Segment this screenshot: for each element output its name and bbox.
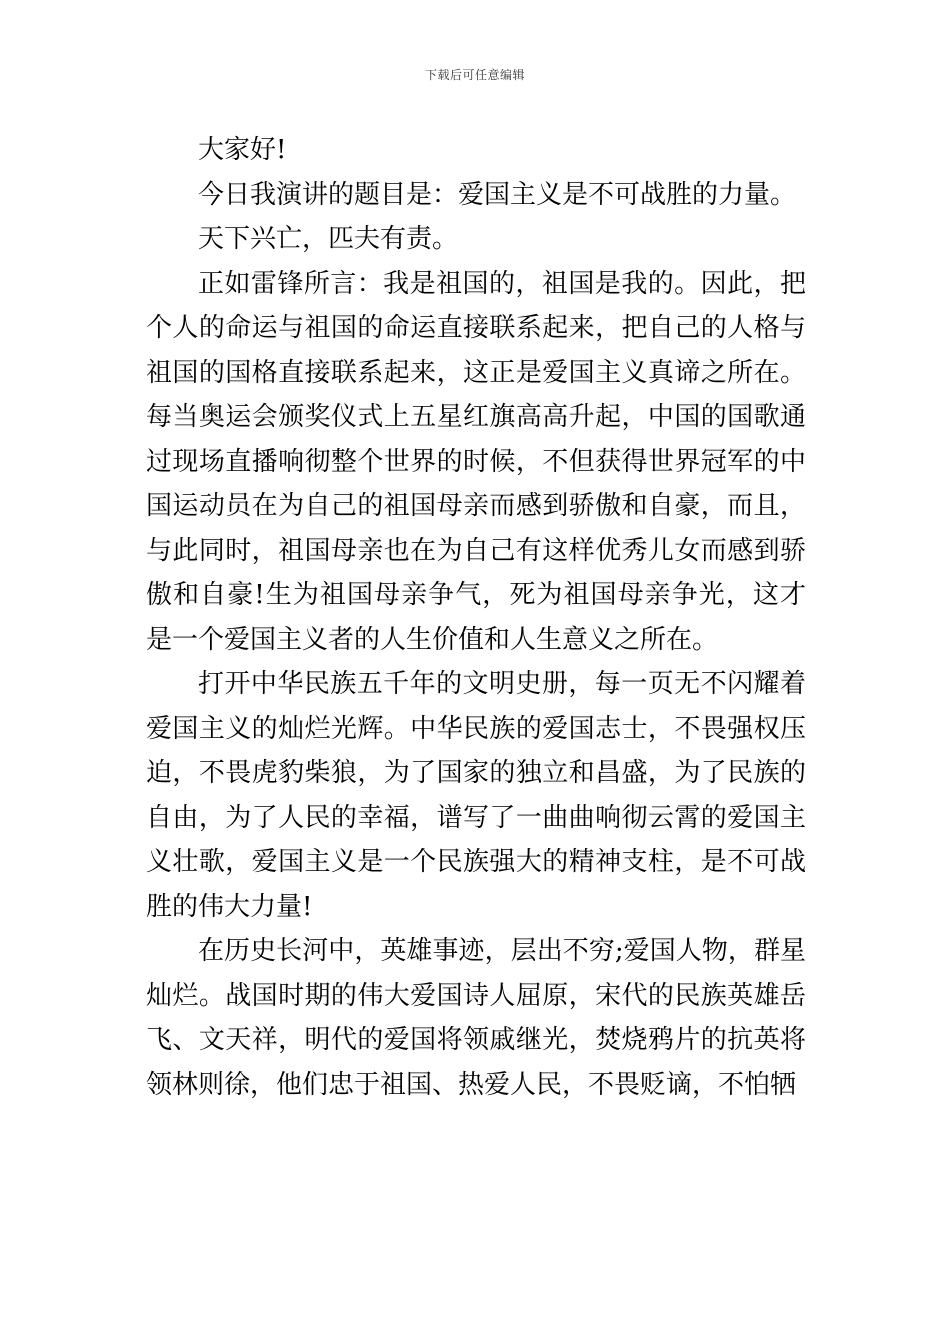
paragraph-proverb: 天下兴亡，匹夫有责。 [198,224,459,254]
page-header: 下载后可任意编辑 [424,68,525,82]
paragraph-leifeng: 正如雷锋所言：我是祖国的，祖国是我的。因此，把个人的命运与祖国的命运直接联系起来，把自己的人格与祖国的国格直接联系起来，这正是爱国主义真谛之所在。每当奥运会颁奖仪式上五星红旗高高升起，中国的国歌通过现场直播响彻整个世界的时候，不但获得世界冠军的中国运动员在为自己的祖国母亲而感到骄傲和自豪，而且，与此同时，祖国母亲也在为自己有这样优秀儿女而感到骄傲和自豪!生为祖国母亲争气，死为祖国母亲争光，这才是一个爱国主义者的人生价值和人生意义之所在。 [146,268,806,655]
paragraph-heroes: 在历史长河中，英雄事迹，层出不穷;爱国人物，群星灿烂。战国时期的伟大爱国诗人屈原，宋代的民族英雄岳飞、文天祥，明代的爱国将领戚继光，焚烧鸦片的抗英将领林则徐，他们忠于祖国、热爱人民，不畏贬谪，不怕牺 [146,936,806,1100]
paragraph-greeting: 大家好! [198,135,287,165]
paragraph-history-book: 打开中华民族五千年的文明史册，每一页无不闪耀着爱国主义的灿烂光辉。中华民族的爱国志士，不畏强权压迫，不畏虎豹柴狼，为了国家的独立和昌盛，为了民族的自由，为了人民的幸福，谱写了一曲曲响彻云霄的爱国主义壮歌，爱国主义是一个民族强大的精神支柱，是不可战胜的伟大力量! [146,669,806,922]
paragraph-topic: 今日我演讲的题目是：爱国主义是不可战胜的力量。 [198,179,797,210]
document-body [146,128,806,1107]
